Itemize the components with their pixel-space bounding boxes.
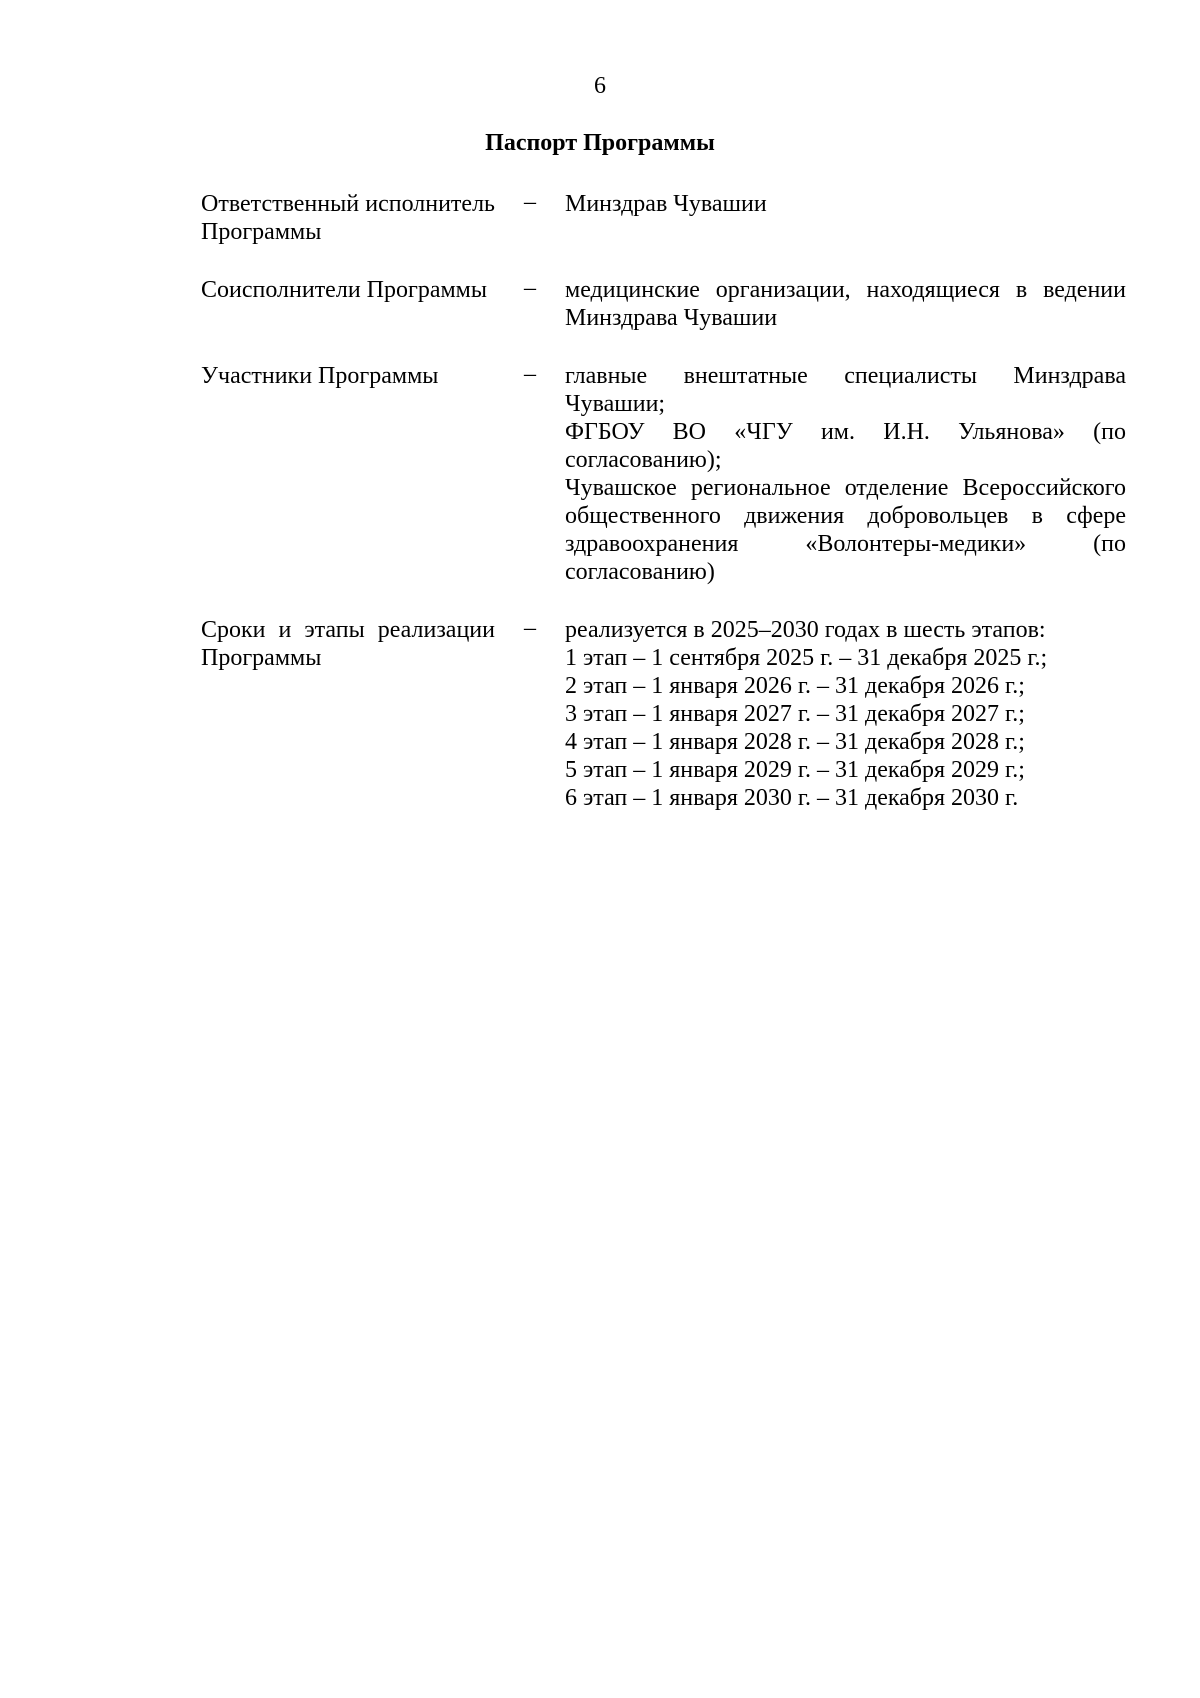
row-dash: ‒ — [524, 275, 536, 301]
row-value — [565, 276, 1126, 332]
value-paragraph: Чувашское региональное отделение Всероссийского общественного движения добровольцев в сфере здравоохранения «Волонтеры-медики» (по согласованию) — [565, 475, 1126, 585]
passport-row-responsible — [201, 190, 1126, 246]
passport-table — [201, 190, 1126, 842]
stage-line: 4 этап – 1 января 2028 г. – 31 декабря 2028 г.; — [565, 729, 1025, 755]
document-title: Паспорт Программы — [485, 130, 715, 156]
row-label: Сроки и этапы реализации Программы — [201, 617, 495, 671]
value-paragraph: главные внештатные специалисты Минздрава Чувашии; — [565, 363, 1126, 417]
stage-line: 3 этап – 1 января 2027 г. – 31 декабря 2027 г.; — [565, 701, 1025, 727]
value-paragraph: медицинские организации, находящиеся в ведении Минздрава Чувашии — [565, 277, 1126, 331]
row-label: Ответственный исполнитель Программы — [201, 191, 495, 245]
value-paragraph: реализуется в 2025–2030 годах в шесть этапов: — [565, 617, 1046, 643]
stage-line: 1 этап – 1 сентября 2025 г. – 31 декабря 2025 г.; — [565, 645, 1048, 671]
passport-row-participants — [201, 362, 1126, 586]
value-paragraph: Минздрав Чувашии — [565, 191, 767, 217]
row-value — [565, 616, 1126, 812]
stage-line: 6 этап – 1 января 2030 г. – 31 декабря 2030 г. — [565, 785, 1019, 811]
stage-line: 5 этап – 1 января 2029 г. – 31 декабря 2029 г.; — [565, 757, 1025, 783]
passport-row-terms-stages — [201, 616, 1126, 812]
row-dash: ‒ — [524, 189, 536, 215]
value-paragraph: ФГБОУ ВО «ЧГУ им. И.Н. Ульянова» (по согласованию); — [565, 419, 1126, 473]
passport-row-coexecutors — [201, 276, 1126, 332]
stage-line: 2 этап – 1 января 2026 г. – 31 декабря 2026 г.; — [565, 673, 1025, 699]
row-dash: ‒ — [524, 361, 536, 387]
row-value — [565, 362, 1126, 586]
page-number: 6 — [594, 73, 606, 99]
row-label: Соисполнители Программы — [201, 277, 487, 303]
row-value — [565, 190, 1126, 218]
row-label: Участники Программы — [201, 363, 439, 389]
row-dash: – — [524, 615, 536, 641]
